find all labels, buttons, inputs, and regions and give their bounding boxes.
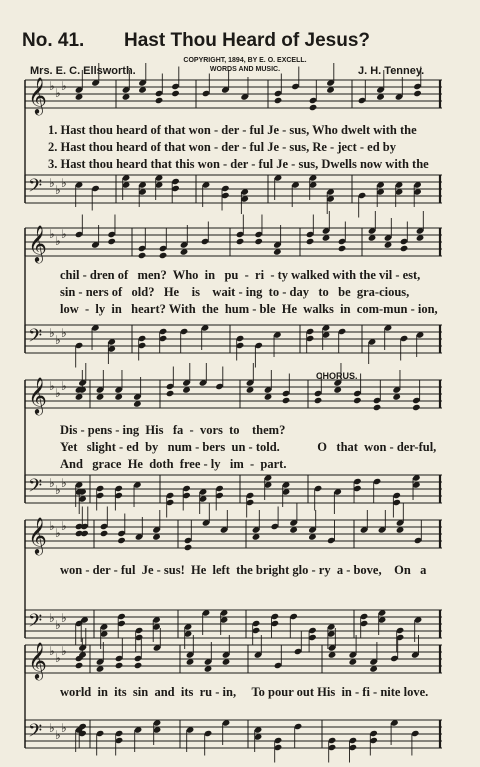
flat-sign-icon: ♭ <box>61 227 67 241</box>
flat-sign-icon: ♭ <box>61 644 67 658</box>
note-head <box>309 104 318 111</box>
flat-sign-icon: ♭ <box>55 386 61 400</box>
flat-sign-icon: ♭ <box>49 379 55 393</box>
note-head <box>282 397 291 404</box>
bass-clef-icon: 𝄢 <box>28 611 43 636</box>
flat-sign-icon: ♭ <box>61 176 67 190</box>
note-head <box>159 252 168 259</box>
lyric-line-8: Yet slight - ed by num - bers un - told. O that won - der-ful, <box>60 440 437 454</box>
flat-sign-icon: ♭ <box>49 519 55 533</box>
flat-sign-icon: ♭ <box>61 519 67 533</box>
flat-sign-icon: ♭ <box>55 728 61 742</box>
flat-sign-icon: ♭ <box>55 483 61 497</box>
flat-sign-icon: ♭ <box>49 227 55 241</box>
lyric-line-1: 1. Hast thou heard of that won - der - ful Je - sus, Who dwelt with the <box>48 123 417 137</box>
treble-clef-icon: 𝄞 <box>28 641 47 679</box>
note-head <box>115 662 124 669</box>
flat-sign-icon: ♭ <box>55 183 61 197</box>
flat-sign-icon: ♭ <box>61 476 67 490</box>
treble-clef-icon: 𝄞 <box>28 376 47 414</box>
flat-sign-icon: ♭ <box>61 721 67 735</box>
note-head <box>134 662 143 669</box>
flat-sign-icon: ♭ <box>49 476 55 490</box>
flat-sign-icon: ♭ <box>49 79 55 93</box>
bass-clef-icon: 𝄢 <box>28 476 43 501</box>
note-head <box>75 662 84 669</box>
note-head <box>400 245 409 252</box>
author-credit: Mrs. E. C. Ellsworth. <box>30 65 136 77</box>
flat-sign-icon: ♭ <box>61 326 67 340</box>
note-head <box>117 537 126 544</box>
note-head <box>412 404 421 411</box>
treble-clef-icon: 𝄞 <box>28 516 47 554</box>
flat-sign-icon: ♭ <box>55 86 61 100</box>
flat-sign-icon: ♭ <box>49 326 55 340</box>
note-head <box>274 97 283 104</box>
lyric-line-4: chil - dren of men? Who in pu - ri - ty walked with the vil - est, <box>60 268 421 282</box>
bass-clef-icon: 𝄢 <box>28 721 43 746</box>
note-head <box>107 238 116 245</box>
note-head <box>338 245 347 252</box>
flat-sign-icon: ♭ <box>55 333 61 347</box>
flat-sign-icon: ♭ <box>55 526 61 540</box>
note-head <box>184 544 193 551</box>
flat-sign-icon: ♭ <box>61 379 67 393</box>
hymn-number: No. 41. <box>22 30 85 51</box>
treble-clef-icon: 𝄞 <box>28 224 47 262</box>
note-head <box>373 404 382 411</box>
lyric-line-11: world in its sin and its ru - in, To pour out His in - fi - nite love. <box>60 685 429 699</box>
flat-sign-icon: ♭ <box>61 611 67 625</box>
flat-sign-icon: ♭ <box>61 79 67 93</box>
note-head <box>155 97 164 104</box>
composer-credit: J. H. Tenney. <box>358 65 425 77</box>
note-head <box>314 397 323 404</box>
lyric-line-5: sin - ners of old? He is wait - ing to - day to be gra-cious, <box>60 285 410 299</box>
note-head <box>138 252 147 259</box>
note-head <box>171 90 180 97</box>
bass-clef-icon: 𝄢 <box>28 326 43 351</box>
bass-clef-icon: 𝄢 <box>28 176 43 201</box>
note-head <box>100 530 109 537</box>
lyric-line-7: Dis - pens - ing His fa - vors to them? <box>60 423 286 437</box>
note-head <box>306 238 315 245</box>
flat-sign-icon: ♭ <box>55 651 61 665</box>
lyric-line-6: low - ly in heart? With the hum - ble He walks in com-mun - ion, <box>60 302 438 316</box>
note-head <box>413 90 422 97</box>
copyright-line: COPYRIGHT, 1894, BY E. O. EXCELL. <box>183 57 307 64</box>
lyric-line-2: 2. Hast thou heard of that won - der - ful Je - sus, Re - ject - ed by <box>48 140 397 154</box>
chorus-label: CHORUS. <box>316 371 358 381</box>
flat-sign-icon: ♭ <box>55 234 61 248</box>
note-head <box>353 397 362 404</box>
note-head <box>166 390 175 397</box>
copyright-subline: WORDS AND MUSIC. <box>209 66 281 73</box>
flat-sign-icon: ♭ <box>49 611 55 625</box>
flat-sign-icon: ♭ <box>55 618 61 632</box>
lyric-line-9: And grace He doth free - ly im - part. <box>60 457 287 471</box>
note-head <box>254 238 263 245</box>
hymn-title: Hast Thou Heard of Jesus? <box>124 30 370 51</box>
lyric-line-3: 3. Hast thou heard that this won - der - ful Je - sus, Dwells now with the <box>48 157 429 171</box>
note-head <box>80 530 89 537</box>
flat-sign-icon: ♭ <box>49 176 55 190</box>
flat-sign-icon: ♭ <box>49 644 55 658</box>
flat-sign-icon: ♭ <box>49 721 55 735</box>
treble-clef-icon: 𝄞 <box>28 76 47 114</box>
note-head <box>236 238 245 245</box>
lyric-line-10: won - der - ful Je - sus! He left the bright glo - ry a - bove, On a <box>60 563 427 577</box>
